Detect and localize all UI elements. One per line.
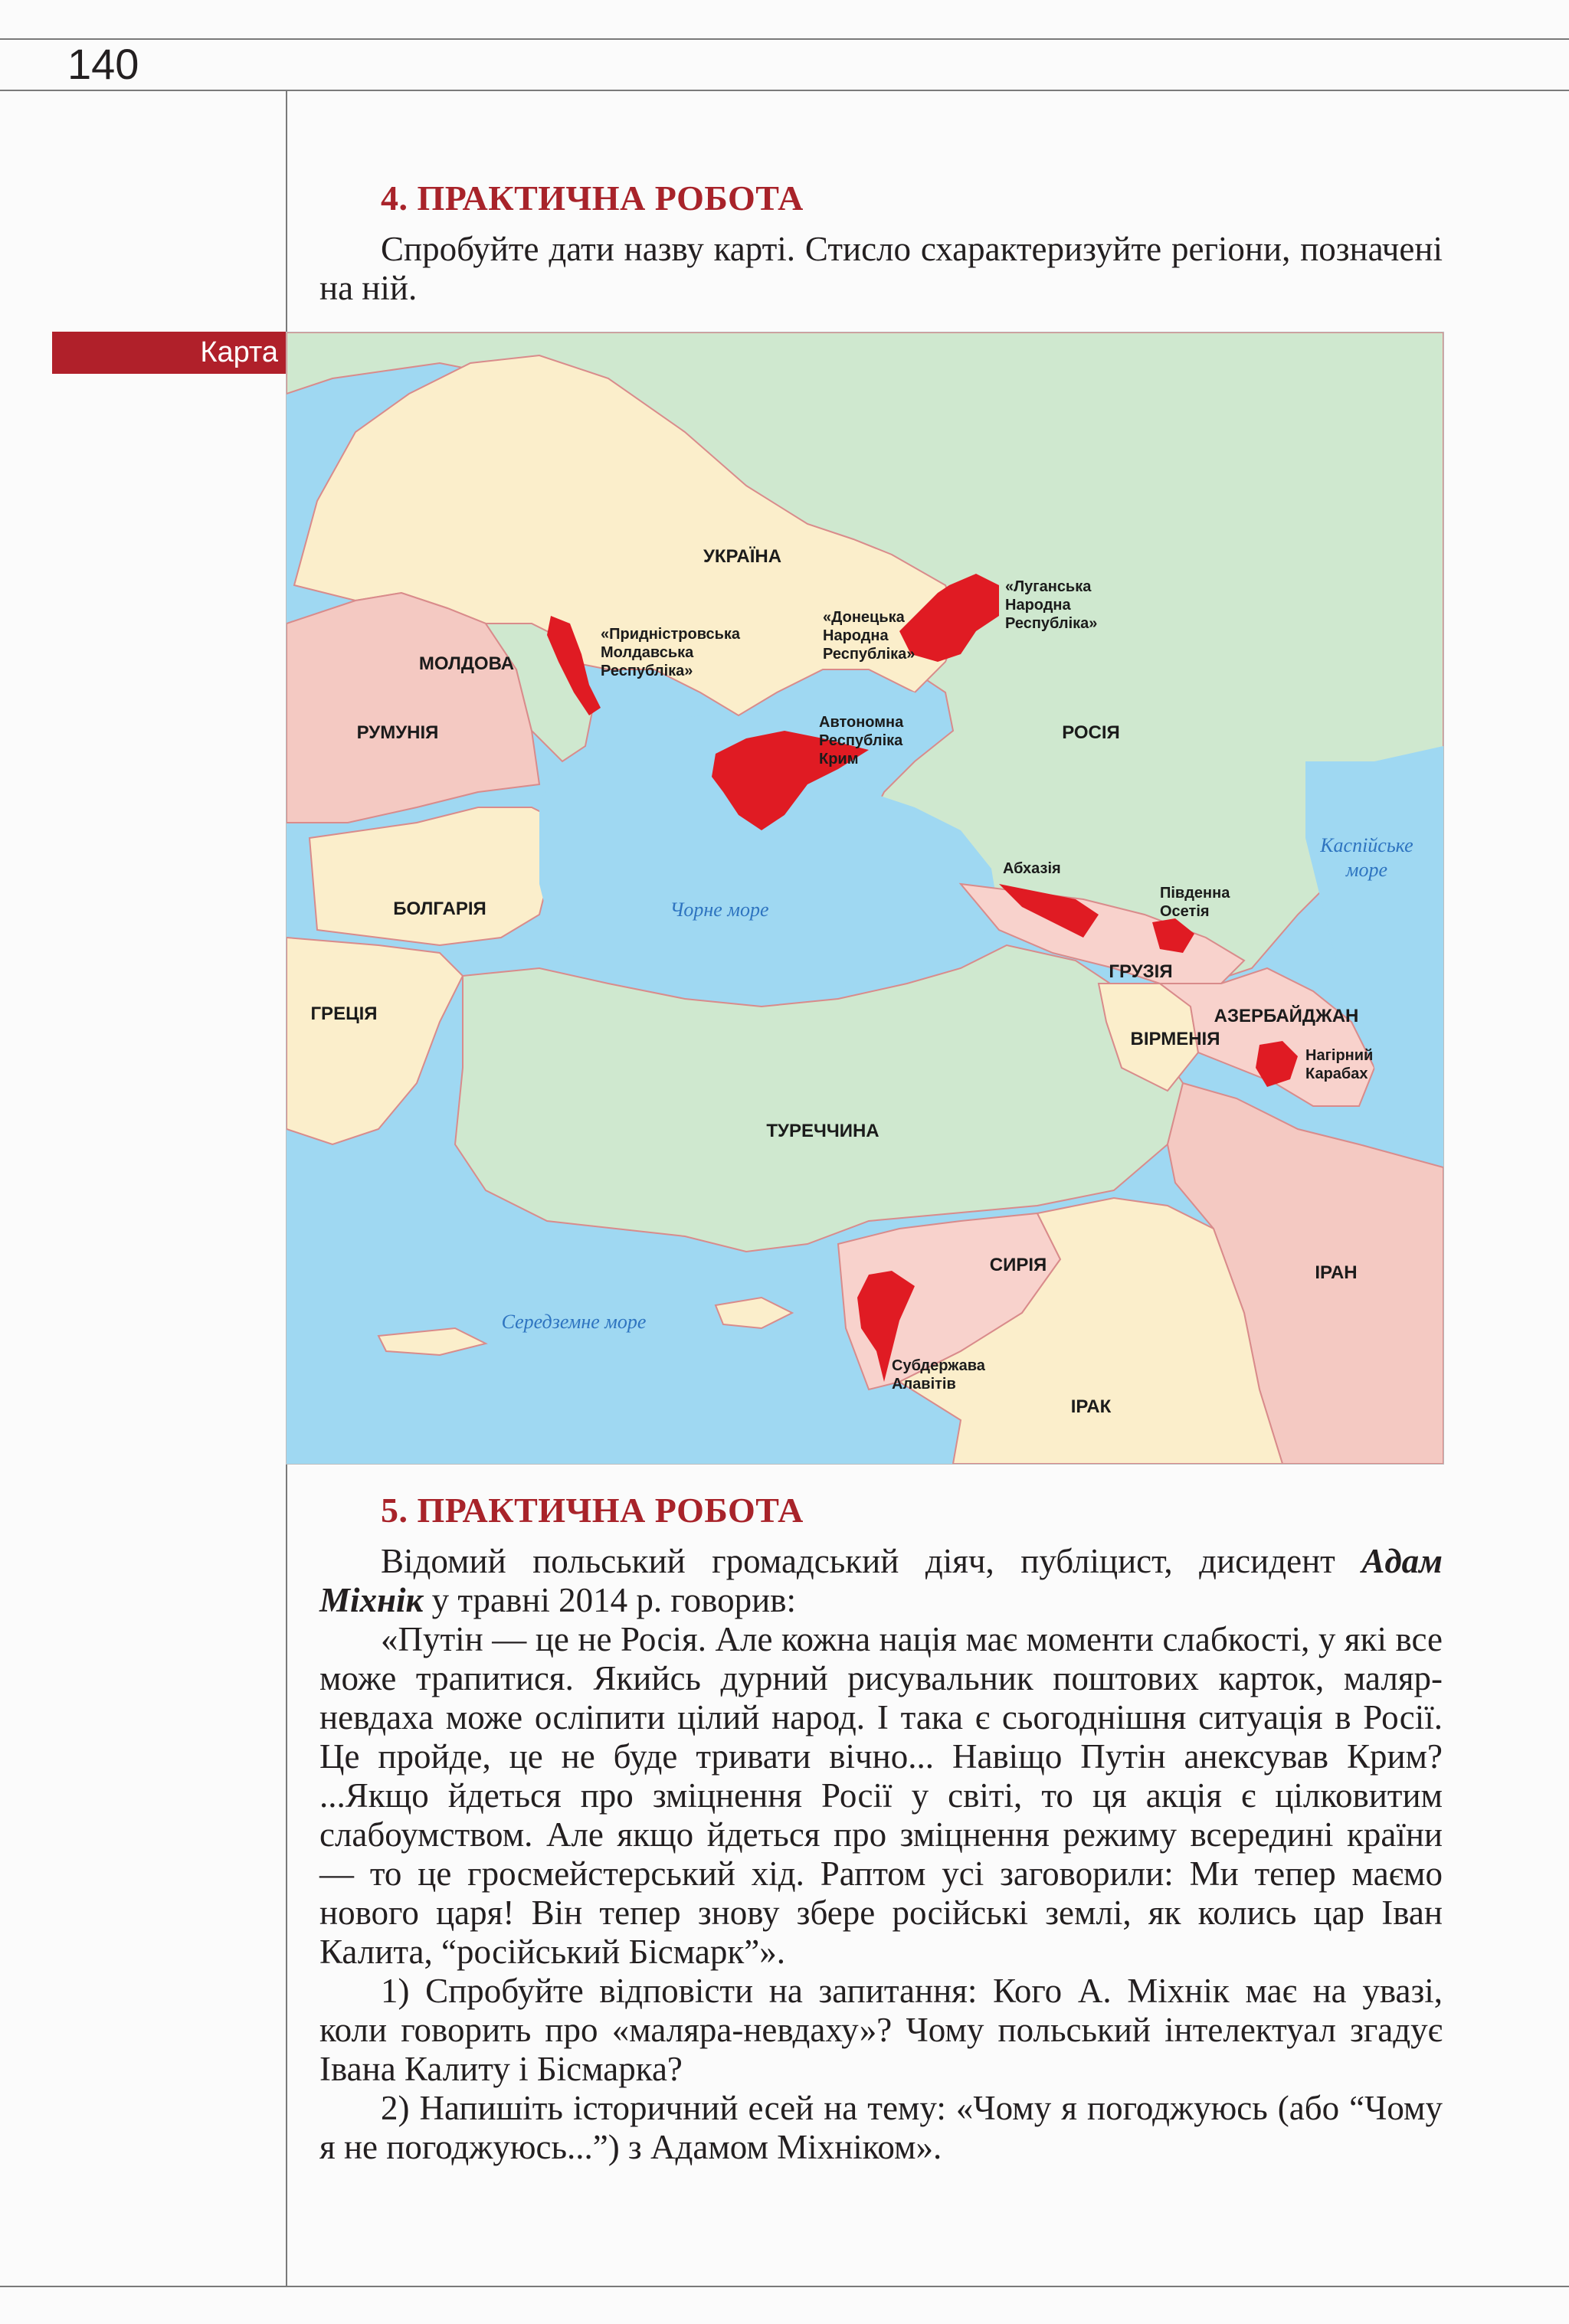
svg-text:Молдавська: Молдавська xyxy=(601,644,694,661)
intro-text-end: у травні 2014 р. говорив: xyxy=(423,1581,796,1619)
bulgaria-area xyxy=(310,807,562,945)
label-iraq: ІРАК xyxy=(1070,1396,1112,1417)
label-moldova: МОЛДОВА xyxy=(418,653,515,674)
label-azerbaijan: АЗЕРБАЙДЖАН xyxy=(1214,1006,1359,1026)
map-side-label: Карта xyxy=(52,332,286,374)
section5-heading: 5. ПРАКТИЧНА РОБОТА xyxy=(381,1491,804,1530)
svg-text:Республіка»: Республіка» xyxy=(1005,615,1098,632)
svg-text:Крим: Крим xyxy=(819,751,859,768)
svg-text:Абхазія: Абхазія xyxy=(1003,860,1061,877)
svg-text:Народна: Народна xyxy=(1005,597,1071,614)
svg-text:Республіка: Республіка xyxy=(819,732,903,749)
section4-text-block xyxy=(319,230,1443,308)
svg-text:Субдержава: Субдержава xyxy=(892,1357,985,1374)
footer-rule xyxy=(0,2286,1569,2287)
section5-intro xyxy=(319,1542,1443,1620)
label-romania: РУМУНІЯ xyxy=(356,722,439,743)
svg-text:Осетія: Осетія xyxy=(1160,903,1210,920)
svg-text:Каспійське: Каспійське xyxy=(1320,834,1413,856)
section4-text: Спробуйте дати назву карті. Стисло схарактеризуйте регіони, позначені на ній. xyxy=(319,230,1443,307)
label-syria: СИРІЯ xyxy=(989,1255,1047,1275)
map-svg xyxy=(287,332,1443,1464)
label-ukraine: УКРАЇНА xyxy=(703,546,782,567)
greece-area xyxy=(287,938,463,1144)
map-figure xyxy=(286,332,1444,1465)
svg-text:Південна: Південна xyxy=(1160,885,1230,902)
section5-body xyxy=(319,1542,1443,2167)
label-black-sea: Чорне море xyxy=(670,899,769,921)
section5-task1: 1) Спробуйте відповісти на запитання: Кого А. Міхнік має на увазі, коли говорить про «маляра-невдаху»? Чому польський інтелектуал згадує Івана Калиту і Бісмарка? xyxy=(319,1972,1443,2088)
svg-text:Карабах: Карабах xyxy=(1305,1065,1368,1082)
label-georgia: ГРУЗІЯ xyxy=(1109,961,1173,982)
svg-text:море: море xyxy=(1345,859,1388,881)
svg-text:Народна: Народна xyxy=(823,627,889,644)
header-rule xyxy=(0,90,1569,91)
page-number: 140 xyxy=(67,40,139,88)
svg-text:Республіка»: Республіка» xyxy=(601,663,693,679)
svg-text:Автономна: Автономна xyxy=(819,714,904,731)
svg-text:«Луганська: «Луганська xyxy=(1005,578,1092,595)
label-turkey: ТУРЕЧЧИНА xyxy=(766,1121,879,1141)
intro-text: Відомий польський громадський діяч, публіцист, дисидент xyxy=(381,1542,1362,1580)
label-russia: РОСІЯ xyxy=(1062,722,1120,743)
svg-text:Нагірний: Нагірний xyxy=(1305,1047,1374,1064)
section4-heading: 4. ПРАКТИЧНА РОБОТА xyxy=(381,178,804,218)
svg-text:Алавітів: Алавітів xyxy=(892,1376,956,1393)
label-greece: ГРЕЦІЯ xyxy=(310,1003,378,1024)
svg-text:«Придністровська: «Придністровська xyxy=(601,626,741,643)
label-bulgaria: БОЛГАРІЯ xyxy=(393,899,486,919)
svg-text:«Донецька: «Донецька xyxy=(823,609,905,626)
label-abkhazia xyxy=(1003,860,1061,877)
section5-quote: «Путін — це не Росія. Але кожна нація має моменти слабкості, у які все може трапитися. Якийсь дурний рисувальник поштових карток, маляр-невдаха може осліпити цілий народ. І така є сьогоднішня ситуація в Росії. Це пройде, це не буде тривати вічно... Навіщо Путін анексував Крим? ...Якщо йдеться про зміцнення Росії у світі, то ця акція є цілковитим слабоумством. Але якщо йдеться про зміцнення режиму всередині країни — то це гросмейстерський хід. Раптом усі заговорили: Ми тепер маємо нового царя! Він тепер знову збере російські землі, як колись цар Іван Калита, “російський Бісмарк”». xyxy=(319,1620,1443,1971)
author-name: Адам Міхнік xyxy=(319,1542,1443,1619)
header-rule-top xyxy=(0,38,1569,40)
cyprus-island xyxy=(716,1298,792,1328)
svg-text:Республіка»: Республіка» xyxy=(823,646,916,663)
label-mediterranean-sea: Середземне море xyxy=(501,1311,647,1333)
label-armenia: ВІРМЕНІЯ xyxy=(1130,1029,1220,1049)
label-iran: ІРАН xyxy=(1315,1262,1358,1283)
label-crimea xyxy=(819,714,904,768)
section5-task2: 2) Напишіть історичний есей на тему: «Чому я погоджуюсь (або “Чому я не погоджуюсь...”) з Адамом Міхніком». xyxy=(319,2089,1443,2166)
crete-island xyxy=(378,1328,486,1355)
